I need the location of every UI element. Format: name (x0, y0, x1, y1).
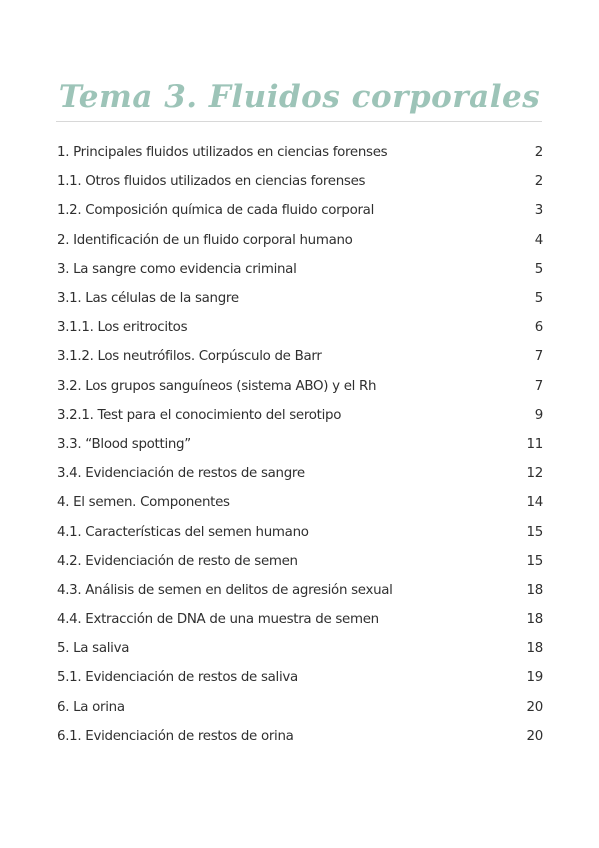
toc-entry[interactable] (57, 401, 543, 430)
toc-entry-label: 1. Principales fluidos utilizados en ciencias forenses (57, 145, 388, 161)
toc-entry[interactable] (57, 167, 543, 196)
toc-entry-page: 7 (534, 378, 543, 394)
toc-entry-label: 6. La orina (57, 699, 125, 715)
toc-entry[interactable] (57, 196, 543, 225)
toc-entry-page: 20 (526, 699, 543, 715)
toc-entry-label: 3.2. Los grupos sanguíneos (sistema ABO) y el Rh (57, 378, 377, 394)
toc-entry-page: 5 (534, 291, 543, 307)
toc-entry[interactable] (57, 693, 543, 722)
toc-entry-page: 12 (526, 466, 543, 482)
toc-entry[interactable] (57, 284, 543, 313)
page-title: Tema 3. Fluidos corporales (58, 78, 541, 115)
toc-entry-label: 3. La sangre como evidencia criminal (57, 261, 297, 277)
toc-entry-page: 18 (526, 641, 543, 657)
toc-entry[interactable] (57, 138, 543, 167)
toc-entry[interactable] (57, 576, 543, 605)
toc-entry-label: 1.2. Composición química de cada fluido corporal (57, 203, 374, 219)
toc-entry[interactable] (57, 634, 543, 663)
toc-entry-page: 11 (526, 436, 543, 452)
toc-entry-label: 4.3. Análisis de semen en delitos de agresión sexual (57, 582, 393, 598)
toc-entry-label: 6.1. Evidenciación de restos de orina (57, 728, 294, 744)
toc-entry-page: 18 (526, 612, 543, 628)
toc-entry[interactable] (57, 226, 543, 255)
toc-entry-label: 5.1. Evidenciación de restos de saliva (57, 670, 298, 686)
toc-entry-label: 4.2. Evidenciación de resto de semen (57, 553, 298, 569)
toc-entry[interactable] (57, 342, 543, 371)
toc-entry-page: 2 (534, 174, 543, 190)
toc-entry-page: 20 (526, 728, 543, 744)
toc-entry-page: 9 (534, 407, 543, 423)
toc-entry-label: 3.2.1. Test para el conocimiento del serotipo (57, 407, 342, 423)
title-divider (56, 121, 542, 122)
toc-entry-page: 4 (534, 232, 543, 248)
toc-entry[interactable] (57, 722, 543, 751)
toc-entry-page: 15 (526, 524, 543, 540)
toc-entry[interactable] (57, 459, 543, 488)
toc-entry-page: 5 (534, 261, 543, 277)
toc-entry-label: 3.1. Las células de la sangre (57, 291, 239, 307)
toc-entry[interactable] (57, 313, 543, 342)
toc-entry-page: 15 (526, 553, 543, 569)
toc-entry[interactable] (57, 372, 543, 401)
toc-entry[interactable] (57, 547, 543, 576)
toc-entry[interactable] (57, 517, 543, 546)
toc-entry-label: 2. Identificación de un fluido corporal humano (57, 232, 353, 248)
toc-entry-page: 7 (534, 349, 543, 365)
toc-entry-page: 18 (526, 582, 543, 598)
toc-entry-page: 19 (526, 670, 543, 686)
toc-entry-page: 6 (534, 320, 543, 336)
toc-entry-label: 1.1. Otros fluidos utilizados en ciencias forenses (57, 174, 366, 190)
toc-entry[interactable] (57, 255, 543, 284)
toc-entry-label: 3.4. Evidenciación de restos de sangre (57, 466, 305, 482)
toc-entry-page: 14 (526, 495, 543, 511)
toc-entry[interactable] (57, 605, 543, 634)
toc-entry-label: 3.3. “Blood spotting” (57, 436, 191, 452)
toc-entry[interactable] (57, 663, 543, 692)
toc-entry-label: 4.4. Extracción de DNA de una muestra de semen (57, 612, 379, 628)
toc-entry-label: 5. La saliva (57, 641, 130, 657)
toc-entry-page: 3 (534, 203, 543, 219)
toc-entry-page: 2 (534, 145, 543, 161)
toc-entry-label: 4.1. Características del semen humano (57, 524, 309, 540)
toc-entry-label: 4. El semen. Componentes (57, 495, 230, 511)
toc-entry[interactable] (57, 488, 543, 517)
table-of-contents (57, 138, 543, 751)
toc-entry-label: 3.1.1. Los eritrocitos (57, 320, 188, 336)
toc-entry[interactable] (57, 430, 543, 459)
toc-entry-label: 3.1.2. Los neutrófilos. Corpúsculo de Barr (57, 349, 322, 365)
